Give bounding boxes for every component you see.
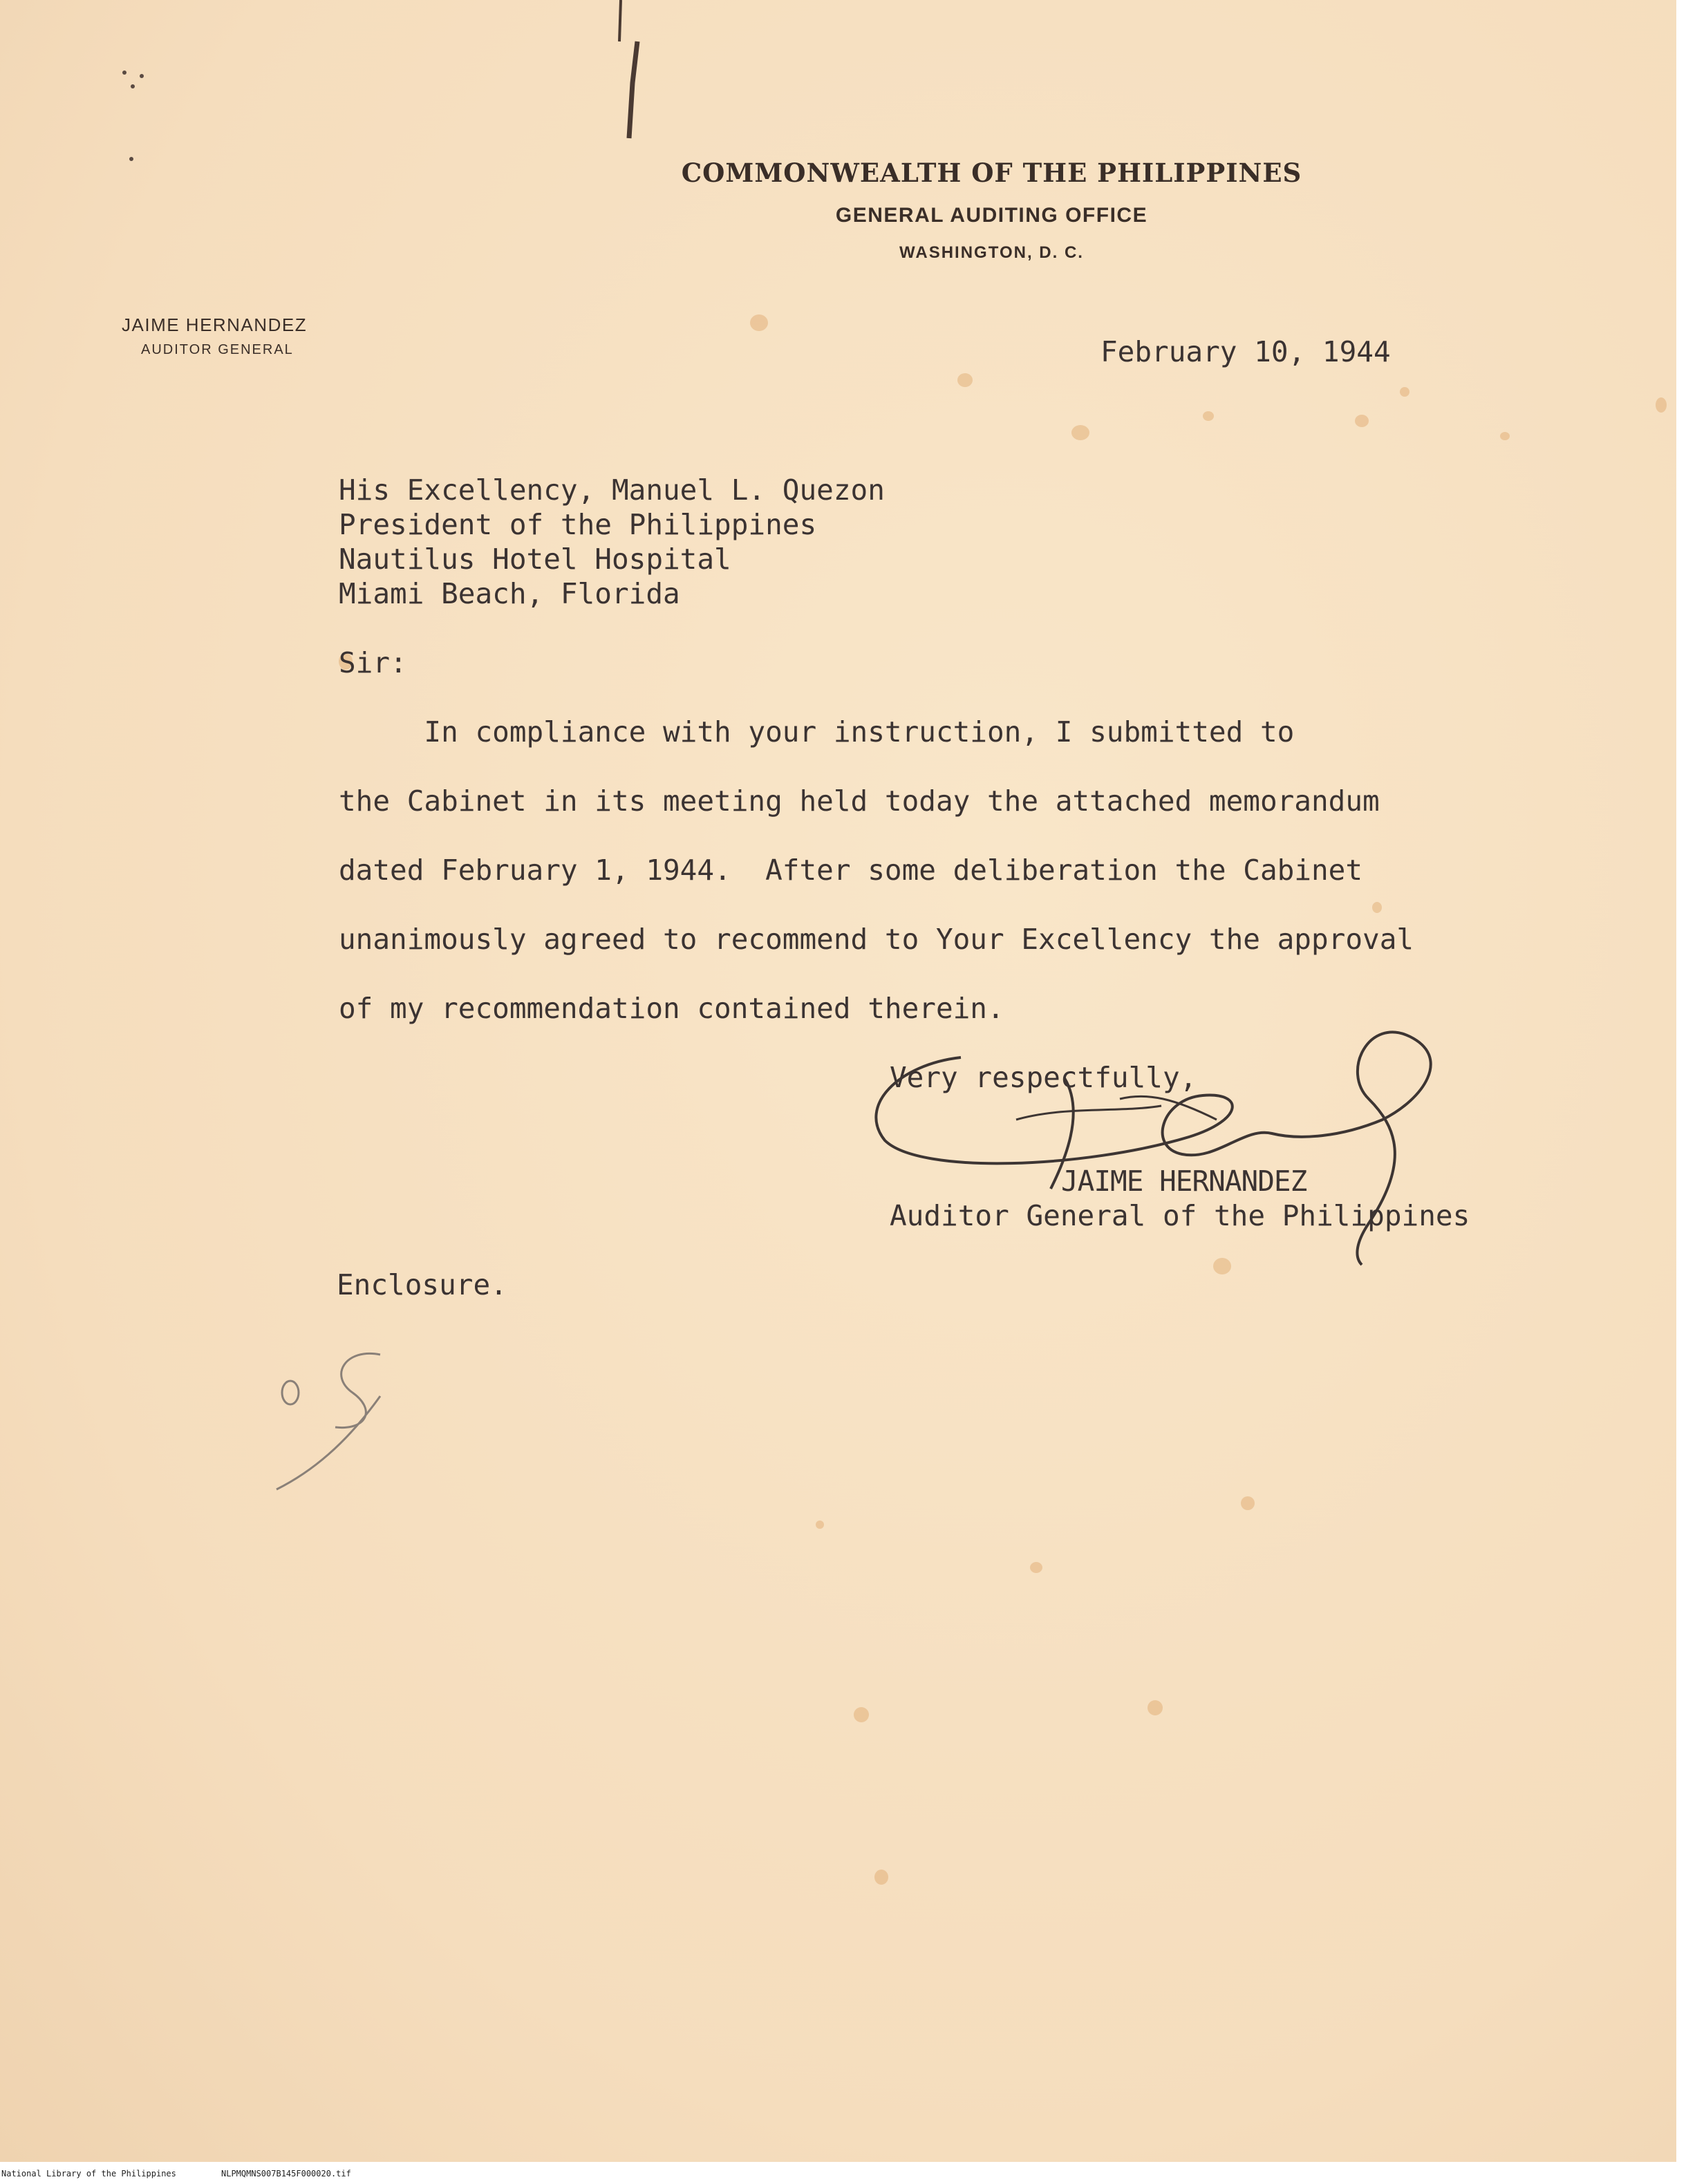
stain: [1148, 1700, 1163, 1715]
signer-title: Auditor General of the Philippines: [890, 1199, 1470, 1232]
complimentary-close: Very respectfully,: [890, 1061, 1197, 1094]
stain: [854, 1707, 869, 1722]
footer-file-id: NLPMQMNS007B145F000020.tif: [221, 2169, 351, 2178]
sender-title: AUDITOR GENERAL: [141, 342, 294, 357]
signer-name: JAIME HERNANDEZ: [1061, 1165, 1307, 1198]
body-line: the Cabinet in its meeting held today the attached memorandum: [339, 784, 1380, 818]
recipient-line: President of the Philippines: [339, 508, 817, 541]
stain: [1241, 1496, 1255, 1510]
stain: [1656, 397, 1667, 413]
recipient-line: Miami Beach, Florida: [339, 577, 680, 610]
letterhead-office: GENERAL AUDITING OFFICE: [835, 204, 1148, 227]
letterhead-title: COMMONWEALTH OF THE PHILIPPINES: [681, 158, 1302, 188]
body-line: of my recommendation contained therein.: [339, 992, 1004, 1025]
stain: [1500, 432, 1510, 440]
stain: [1030, 1562, 1042, 1573]
handwritten-annotation: [263, 1341, 435, 1514]
stain: [1372, 902, 1382, 913]
stain: [1355, 415, 1369, 427]
stain: [750, 314, 768, 331]
letter-date: February 10, 1944: [1100, 335, 1391, 368]
stain: [874, 1870, 888, 1885]
recipient-line: Nautilus Hotel Hospital: [339, 543, 731, 576]
body-line: dated February 1, 1944. After some deliberation the Cabinet: [339, 854, 1363, 887]
stain: [816, 1521, 824, 1529]
handwritten-signature: [857, 1016, 1479, 1279]
stain: [1071, 425, 1089, 440]
salutation: Sir:: [339, 646, 407, 679]
body-line: In compliance with your instruction, I submitted to: [339, 715, 1295, 749]
letterhead-city: WASHINGTON, D. C.: [899, 243, 1084, 262]
stain: [957, 373, 973, 387]
stain: [1400, 387, 1409, 397]
scan-footer: [0, 2166, 1686, 2184]
recipient-line: His Excellency, Manuel L. Quezon: [339, 473, 885, 507]
stain: [1203, 411, 1214, 421]
sender-name: JAIME HERNANDEZ: [122, 314, 308, 335]
body-line: unanimously agreed to recommend to Your Excellency the approval: [339, 923, 1414, 956]
footer-library: National Library of the Philippines: [1, 2169, 176, 2178]
enclosure-note: Enclosure.: [337, 1268, 507, 1301]
ink-marks: [104, 0, 726, 166]
